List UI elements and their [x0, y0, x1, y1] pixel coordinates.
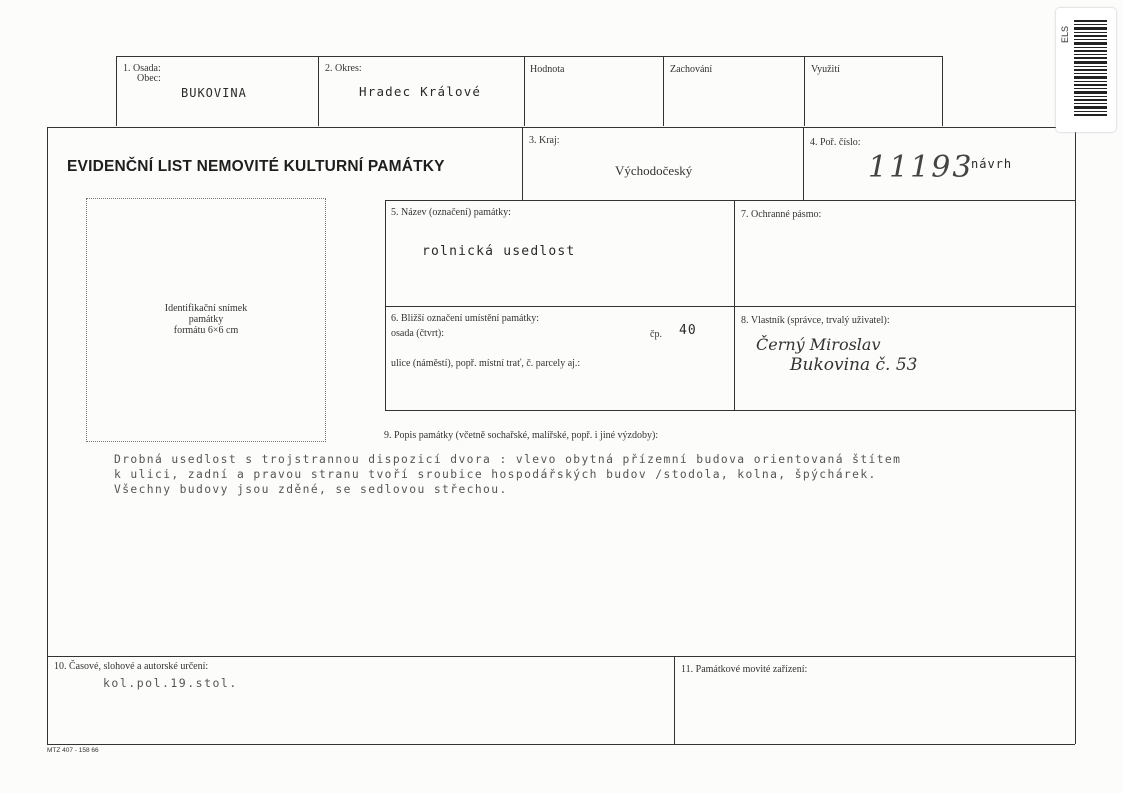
barcode-label: ELS	[1060, 26, 1070, 44]
vlastnik-label: 8. Vlastník (správce, trvalý uživatel):	[741, 315, 890, 326]
divider	[318, 56, 319, 126]
ulice-label: ulice (náměstí), popř. místní trať, č. parcely aj.:	[391, 358, 581, 369]
zachovani-label: Zachování	[670, 64, 713, 75]
por-cislo-note: návrh	[971, 157, 1013, 171]
por-cislo-label: 4. Poř. číslo:	[810, 137, 861, 148]
casove-urceni-value: kol.pol.19.stol.	[103, 676, 238, 690]
obec-label: Obec:	[137, 73, 161, 84]
vlastnik-line2: Bukovina č. 53	[790, 355, 918, 375]
divider	[385, 200, 1075, 201]
casove-urceni-label: 10. Časové, slohové a autorské určení:	[54, 661, 209, 672]
osada-ctvrt-label: osada (čtvrt):	[391, 328, 445, 339]
vyuziti-label: Využití	[811, 64, 840, 75]
kraj-value: Východočeský	[615, 163, 693, 178]
divider	[385, 410, 1075, 411]
obec-value: BUKOVINA	[181, 86, 247, 100]
divider	[385, 200, 386, 410]
barcode-image	[1074, 20, 1107, 116]
divider	[674, 656, 675, 744]
vlastnik-line1: Černý Miroslav	[756, 335, 881, 354]
frame-right-border	[1075, 127, 1076, 744]
divider	[803, 127, 804, 200]
popis-label: 9. Popis památky (včetně sochařské, malířské, popř. i jiné výzdoby):	[384, 430, 659, 441]
popis-line1: Drobná usedlost s trojstrannou dispozicí dvora : vlevo obytná přízemní budova orientovaná štítem	[114, 453, 902, 466]
divider	[734, 200, 735, 410]
okres-label: 2. Okres:	[325, 63, 362, 74]
cp-value: 40	[679, 323, 697, 338]
movite-zarizeni-label: 11. Památkové movité zařízení:	[681, 664, 808, 675]
photo-text-line3: formátu 6×6 cm	[173, 325, 239, 336]
osada-label: 1. Osada:	[123, 63, 161, 74]
top-strip-left-border	[116, 56, 117, 126]
okres-value: Hradec Králové	[359, 84, 482, 99]
umisteni-label: 6. Bližší označení umístění památky:	[391, 313, 540, 324]
nazev-value: rolnická usedlost	[422, 244, 576, 259]
cp-label: čp.	[650, 329, 662, 340]
photo-text-line2: památky	[188, 314, 224, 325]
divider	[522, 127, 523, 200]
barcode-sticker	[1056, 8, 1116, 132]
divider	[804, 56, 805, 126]
footer-code: MTZ 407 - 158 66	[47, 747, 99, 754]
por-cislo-value: 11193	[868, 150, 974, 185]
divider	[942, 56, 943, 126]
popis-line3: Všechny budovy jsou zděné, se sedlovou střechou.	[114, 483, 508, 496]
hodnota-label: Hodnota	[530, 64, 565, 75]
photo-text-line1: Identifikační snímek	[164, 303, 248, 314]
divider	[524, 56, 525, 126]
top-strip-top-border	[116, 56, 942, 57]
kraj-label: 3. Kraj:	[529, 135, 560, 146]
popis-line2: k ulici, zadní a pravou stranu tvoří sroubice hospodářských budov /stodola, kolna, špýchárek.	[114, 468, 877, 481]
popis-text	[114, 452, 901, 497]
nazev-label: 5. Název (označení) památky:	[391, 207, 511, 218]
frame-top-border	[47, 127, 1075, 128]
frame-left-border	[47, 127, 48, 744]
divider	[663, 56, 664, 126]
frame-bottom-border	[47, 744, 1075, 745]
divider	[47, 656, 1075, 657]
ochranne-pasmo-label: 7. Ochranné pásmo:	[741, 209, 822, 220]
form-title: EVIDENČNÍ LIST NEMOVITÉ KULTURNÍ PAMÁTKY	[67, 158, 445, 175]
divider	[385, 306, 1075, 307]
photo-placeholder	[86, 198, 326, 442]
